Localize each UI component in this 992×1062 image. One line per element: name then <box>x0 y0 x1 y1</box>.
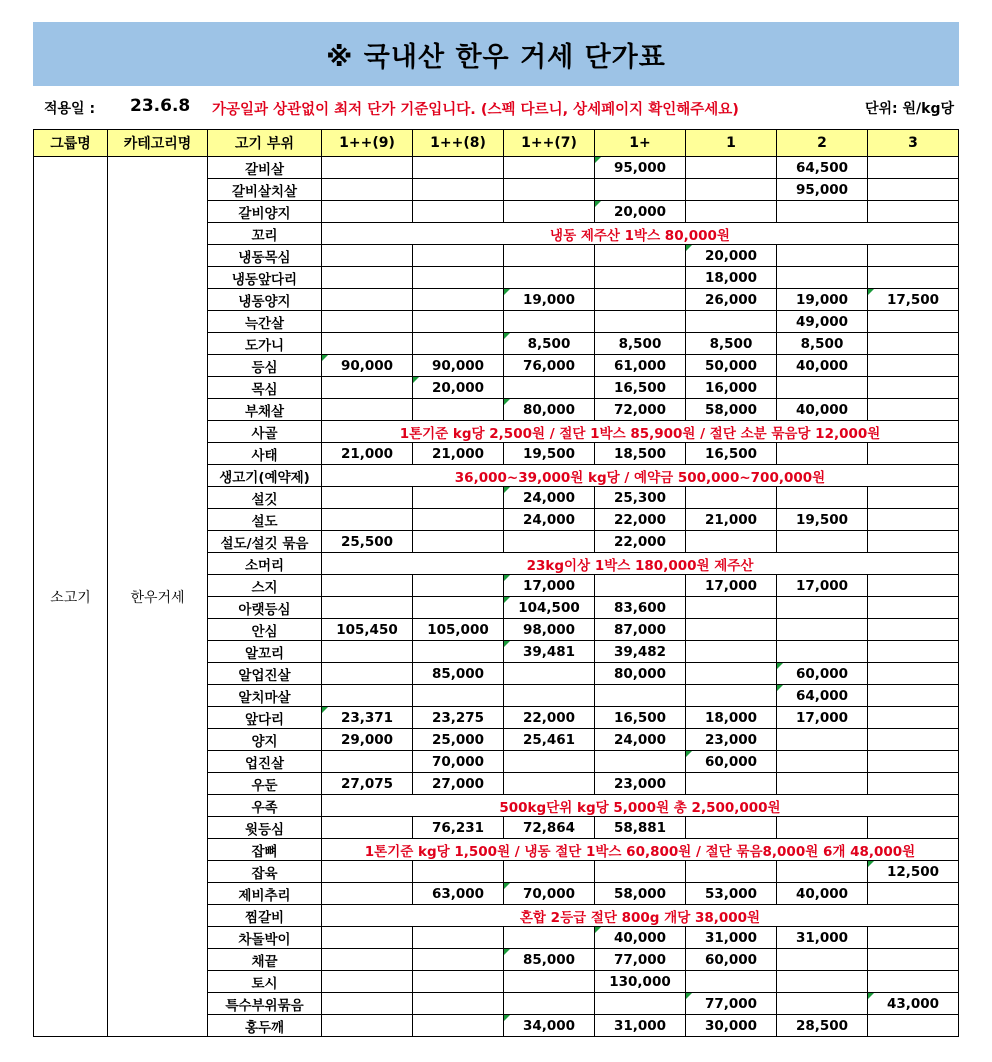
price-cell <box>322 949 413 971</box>
price-cell <box>686 861 777 883</box>
price-cell <box>868 509 959 531</box>
price-cell: 17,000 <box>777 575 868 597</box>
table-row <box>34 157 959 179</box>
price-cell <box>868 773 959 795</box>
price-cell: 63,000 <box>413 883 504 905</box>
price-cell <box>686 773 777 795</box>
price-cell <box>413 509 504 531</box>
price-cell <box>868 333 959 355</box>
price-cell <box>322 377 413 399</box>
price-cell: 72,000 <box>595 399 686 421</box>
part-cell: 윗등심 <box>208 817 322 839</box>
price-cell: 21,000 <box>322 443 413 465</box>
price-cell <box>868 377 959 399</box>
price-cell <box>686 201 777 223</box>
price-cell: 90,000 <box>413 355 504 377</box>
price-cell: 17,000 <box>686 575 777 597</box>
part-cell: 채끝 <box>208 949 322 971</box>
price-cell <box>686 179 777 201</box>
price-cell: 95,000 <box>777 179 868 201</box>
price-cell: 21,000 <box>413 443 504 465</box>
price-cell <box>777 201 868 223</box>
price-cell: 61,000 <box>595 355 686 377</box>
price-cell: 16,500 <box>595 707 686 729</box>
price-cell <box>595 179 686 201</box>
part-cell: 늑간살 <box>208 311 322 333</box>
price-cell <box>322 179 413 201</box>
price-cell: 25,000 <box>413 729 504 751</box>
part-cell: 차돌박이 <box>208 927 322 949</box>
price-cell <box>777 487 868 509</box>
price-cell: 31,000 <box>777 927 868 949</box>
part-cell: 안심 <box>208 619 322 641</box>
part-cell: 설깃 <box>208 487 322 509</box>
price-cell: 43,000 <box>868 993 959 1015</box>
price-cell <box>686 619 777 641</box>
part-cell: 알업진살 <box>208 663 322 685</box>
header-row <box>34 130 959 157</box>
part-cell: 양지 <box>208 729 322 751</box>
price-cell <box>504 751 595 773</box>
unit-label: 단위: 원/kg당 <box>864 101 954 117</box>
price-cell <box>777 245 868 267</box>
price-cell <box>413 993 504 1015</box>
price-cell <box>868 751 959 773</box>
price-cell: 50,000 <box>686 355 777 377</box>
price-cell: 90,000 <box>322 355 413 377</box>
price-cell: 83,600 <box>595 597 686 619</box>
part-cell: 잡육 <box>208 861 322 883</box>
price-cell: 20,000 <box>595 201 686 223</box>
part-cell: 스지 <box>208 575 322 597</box>
price-cell: 18,000 <box>686 707 777 729</box>
price-cell <box>413 157 504 179</box>
price-cell: 58,000 <box>595 883 686 905</box>
price-cell <box>868 179 959 201</box>
price-cell: 22,000 <box>504 707 595 729</box>
price-cell <box>868 267 959 289</box>
price-cell <box>868 355 959 377</box>
price-cell <box>504 773 595 795</box>
part-cell: 제비추리 <box>208 883 322 905</box>
price-cell <box>868 817 959 839</box>
price-cell <box>868 399 959 421</box>
part-cell: 설도/설깃 묶음 <box>208 531 322 553</box>
note-cell: 500kg단위 kg당 5,000원 총 2,500,000원 <box>322 795 959 817</box>
price-cell: 60,000 <box>686 949 777 971</box>
price-cell: 8,500 <box>777 333 868 355</box>
price-cell <box>322 157 413 179</box>
price-cell: 80,000 <box>595 663 686 685</box>
price-cell: 85,000 <box>413 663 504 685</box>
price-cell <box>686 597 777 619</box>
note-cell: 혼합 2등급 절단 800g 개당 38,000원 <box>322 905 959 927</box>
price-cell: 17,500 <box>868 289 959 311</box>
price-cell: 40,000 <box>777 399 868 421</box>
price-cell: 105,000 <box>413 619 504 641</box>
price-cell <box>868 487 959 509</box>
price-cell <box>777 267 868 289</box>
price-cell: 80,000 <box>504 399 595 421</box>
note-cell: 1톤기준 kg당 2,500원 / 절단 1박스 85,900원 / 절단 소분 묶음당 12,000원 <box>322 421 959 443</box>
price-cell <box>413 311 504 333</box>
price-cell <box>413 531 504 553</box>
price-cell: 53,000 <box>686 883 777 905</box>
part-cell: 소머리 <box>208 553 322 575</box>
price-cell <box>595 861 686 883</box>
price-cell <box>777 861 868 883</box>
header-grade-3: 3 <box>868 130 959 157</box>
price-cell <box>504 157 595 179</box>
price-cell <box>413 245 504 267</box>
price-cell <box>504 993 595 1015</box>
price-cell: 24,000 <box>595 729 686 751</box>
price-cell <box>322 597 413 619</box>
price-cell <box>777 597 868 619</box>
part-cell: 냉동양지 <box>208 289 322 311</box>
part-cell: 생고기(예약제) <box>208 465 322 487</box>
price-cell <box>322 1015 413 1037</box>
price-cell <box>868 443 959 465</box>
part-cell: 특수부위묶음 <box>208 993 322 1015</box>
header-grade-1pp9: 1++(9) <box>322 130 413 157</box>
price-cell <box>322 663 413 685</box>
price-cell: 104,500 <box>504 597 595 619</box>
apply-date-label: 적용일 : <box>44 101 96 117</box>
part-cell: 냉동목심 <box>208 245 322 267</box>
price-cell <box>413 949 504 971</box>
note-cell: 1톤기준 kg당 1,500원 / 냉동 절단 1박스 60,800원 / 절단 묶음8,000원 6개 48,000원 <box>322 839 959 861</box>
header-grade-1p: 1+ <box>595 130 686 157</box>
price-cell <box>868 949 959 971</box>
price-cell: 24,000 <box>504 487 595 509</box>
price-cell: 17,000 <box>777 707 868 729</box>
price-cell <box>504 311 595 333</box>
price-cell: 130,000 <box>595 971 686 993</box>
price-cell <box>868 531 959 553</box>
price-cell: 31,000 <box>686 927 777 949</box>
price-cell <box>686 685 777 707</box>
part-cell: 앞다리 <box>208 707 322 729</box>
price-cell <box>322 861 413 883</box>
price-cell <box>322 971 413 993</box>
price-cell: 18,000 <box>686 267 777 289</box>
price-cell <box>322 267 413 289</box>
header-grade-1: 1 <box>686 130 777 157</box>
price-cell: 19,000 <box>777 289 868 311</box>
price-cell <box>322 201 413 223</box>
price-cell: 16,000 <box>686 377 777 399</box>
price-cell: 95,000 <box>595 157 686 179</box>
price-cell: 23,000 <box>595 773 686 795</box>
price-cell <box>504 685 595 707</box>
price-cell <box>413 927 504 949</box>
price-cell <box>322 487 413 509</box>
header-grade-1pp8: 1++(8) <box>413 130 504 157</box>
price-cell: 24,000 <box>504 509 595 531</box>
price-cell <box>322 245 413 267</box>
part-cell: 우족 <box>208 795 322 817</box>
price-cell: 64,000 <box>777 685 868 707</box>
price-cell <box>413 399 504 421</box>
info-row <box>0 92 992 126</box>
price-cell: 76,000 <box>504 355 595 377</box>
price-cell <box>322 399 413 421</box>
apply-date-value: 23.6.8 <box>130 96 191 116</box>
price-cell: 40,000 <box>595 927 686 949</box>
price-cell: 23,000 <box>686 729 777 751</box>
price-cell <box>595 751 686 773</box>
price-cell: 8,500 <box>595 333 686 355</box>
price-cell <box>686 157 777 179</box>
price-cell: 8,500 <box>686 333 777 355</box>
price-cell <box>413 267 504 289</box>
group-cell: 소고기 <box>34 157 108 1037</box>
price-cell <box>504 663 595 685</box>
part-cell: 설도 <box>208 509 322 531</box>
price-cell: 60,000 <box>686 751 777 773</box>
price-cell <box>868 619 959 641</box>
price-cell <box>777 751 868 773</box>
price-cell <box>777 443 868 465</box>
price-cell <box>777 377 868 399</box>
price-cell <box>322 927 413 949</box>
price-cell: 25,461 <box>504 729 595 751</box>
price-cell: 16,500 <box>595 377 686 399</box>
price-cell <box>868 685 959 707</box>
price-cell <box>868 663 959 685</box>
price-cell: 17,000 <box>504 575 595 597</box>
price-cell <box>322 311 413 333</box>
price-cell <box>868 245 959 267</box>
price-cell: 19,500 <box>504 443 595 465</box>
price-cell: 58,881 <box>595 817 686 839</box>
price-cell <box>413 179 504 201</box>
price-cell <box>777 729 868 751</box>
price-cell: 72,864 <box>504 817 595 839</box>
price-cell <box>504 927 595 949</box>
price-cell <box>868 201 959 223</box>
price-cell <box>504 971 595 993</box>
price-cell <box>686 971 777 993</box>
price-cell <box>322 685 413 707</box>
part-cell: 찜갈비 <box>208 905 322 927</box>
part-cell: 도가니 <box>208 333 322 355</box>
part-cell: 잡뼈 <box>208 839 322 861</box>
price-cell: 60,000 <box>777 663 868 685</box>
price-cell: 22,000 <box>595 509 686 531</box>
price-cell <box>868 883 959 905</box>
price-cell: 34,000 <box>504 1015 595 1037</box>
price-cell <box>686 663 777 685</box>
price-cell <box>504 267 595 289</box>
price-cell: 39,482 <box>595 641 686 663</box>
part-cell: 등심 <box>208 355 322 377</box>
header-grade-1pp7: 1++(7) <box>504 130 595 157</box>
price-cell: 64,500 <box>777 157 868 179</box>
price-cell: 29,000 <box>322 729 413 751</box>
price-cell <box>322 751 413 773</box>
part-cell: 사골 <box>208 421 322 443</box>
price-cell <box>868 971 959 993</box>
price-cell: 40,000 <box>777 355 868 377</box>
price-cell: 85,000 <box>504 949 595 971</box>
note-cell: 냉동 제주산 1박스 80,000원 <box>322 223 959 245</box>
price-cell <box>777 993 868 1015</box>
price-cell <box>413 289 504 311</box>
price-cell: 19,500 <box>777 509 868 531</box>
price-cell: 28,500 <box>777 1015 868 1037</box>
price-cell <box>322 817 413 839</box>
category-cell: 한우거세 <box>108 157 208 1037</box>
price-cell <box>868 311 959 333</box>
price-cell <box>413 575 504 597</box>
part-cell: 사태 <box>208 443 322 465</box>
price-cell <box>504 245 595 267</box>
price-cell <box>595 245 686 267</box>
price-cell <box>686 817 777 839</box>
price-table <box>33 129 959 1037</box>
price-cell: 76,231 <box>413 817 504 839</box>
part-cell: 꼬리 <box>208 223 322 245</box>
price-cell <box>777 531 868 553</box>
price-cell: 70,000 <box>413 751 504 773</box>
part-cell: 갈비살치살 <box>208 179 322 201</box>
price-cell: 12,500 <box>868 861 959 883</box>
note-cell: 36,000~39,000원 kg당 / 예약금 500,000~700,000원 <box>322 465 959 487</box>
price-cell <box>413 201 504 223</box>
price-cell: 23,371 <box>322 707 413 729</box>
price-cell <box>686 311 777 333</box>
price-cell <box>595 685 686 707</box>
part-cell: 토시 <box>208 971 322 993</box>
price-cell <box>322 509 413 531</box>
price-cell <box>686 641 777 663</box>
price-cell <box>868 641 959 663</box>
price-cell: 19,000 <box>504 289 595 311</box>
price-cell <box>322 289 413 311</box>
header-category: 카테고리명 <box>108 130 208 157</box>
price-cell <box>413 971 504 993</box>
price-cell <box>595 311 686 333</box>
price-cell: 25,500 <box>322 531 413 553</box>
price-cell <box>595 289 686 311</box>
price-cell: 27,075 <box>322 773 413 795</box>
part-cell: 갈비살 <box>208 157 322 179</box>
price-cell: 98,000 <box>504 619 595 641</box>
price-cell <box>413 861 504 883</box>
price-cell: 40,000 <box>777 883 868 905</box>
price-cell <box>868 597 959 619</box>
price-cell <box>595 575 686 597</box>
part-cell: 업진살 <box>208 751 322 773</box>
price-cell: 20,000 <box>413 377 504 399</box>
price-cell <box>777 949 868 971</box>
price-cell <box>504 179 595 201</box>
header-part: 고기 부위 <box>208 130 322 157</box>
price-cell <box>777 773 868 795</box>
price-cell <box>868 157 959 179</box>
price-cell <box>504 201 595 223</box>
price-cell <box>868 927 959 949</box>
price-cell: 20,000 <box>686 245 777 267</box>
price-cell: 31,000 <box>595 1015 686 1037</box>
price-cell: 49,000 <box>777 311 868 333</box>
header-grade-2: 2 <box>777 130 868 157</box>
price-cell <box>777 641 868 663</box>
price-cell <box>413 487 504 509</box>
price-cell: 26,000 <box>686 289 777 311</box>
price-cell: 23,275 <box>413 707 504 729</box>
price-cell <box>322 641 413 663</box>
price-cell <box>777 971 868 993</box>
part-cell: 부채살 <box>208 399 322 421</box>
note-cell: 23kg이상 1박스 180,000원 제주산 <box>322 553 959 575</box>
price-cell: 18,500 <box>595 443 686 465</box>
price-cell <box>868 1015 959 1037</box>
price-cell: 39,481 <box>504 641 595 663</box>
price-cell: 8,500 <box>504 333 595 355</box>
price-cell: 77,000 <box>595 949 686 971</box>
price-cell <box>686 531 777 553</box>
price-cell <box>595 993 686 1015</box>
price-cell: 87,000 <box>595 619 686 641</box>
price-cell <box>504 531 595 553</box>
header-group: 그룹명 <box>34 130 108 157</box>
price-cell <box>504 861 595 883</box>
price-cell <box>322 883 413 905</box>
price-cell <box>868 729 959 751</box>
price-notice: 가공일과 상관없이 최저 단가 기준입니다. (스펙 다르니, 상세페이지 확인해주세요) <box>212 102 739 118</box>
price-cell <box>322 333 413 355</box>
price-cell <box>595 267 686 289</box>
price-cell <box>413 597 504 619</box>
price-cell <box>413 333 504 355</box>
part-cell: 아랫등심 <box>208 597 322 619</box>
part-cell: 갈비양지 <box>208 201 322 223</box>
price-cell: 70,000 <box>504 883 595 905</box>
part-cell: 우둔 <box>208 773 322 795</box>
price-cell: 30,000 <box>686 1015 777 1037</box>
part-cell: 홍두깨 <box>208 1015 322 1037</box>
price-cell <box>686 487 777 509</box>
price-cell <box>777 817 868 839</box>
part-cell: 목심 <box>208 377 322 399</box>
price-cell <box>413 641 504 663</box>
price-cell: 27,000 <box>413 773 504 795</box>
price-cell <box>777 619 868 641</box>
part-cell: 냉동앞다리 <box>208 267 322 289</box>
price-cell: 58,000 <box>686 399 777 421</box>
price-cell: 21,000 <box>686 509 777 531</box>
price-cell <box>322 993 413 1015</box>
price-cell <box>413 1015 504 1037</box>
price-cell <box>868 575 959 597</box>
page-title: ※ 국내산 한우 거세 단가표 <box>33 22 959 86</box>
price-cell <box>868 707 959 729</box>
price-cell: 16,500 <box>686 443 777 465</box>
price-cell <box>504 377 595 399</box>
price-cell: 105,450 <box>322 619 413 641</box>
price-cell: 77,000 <box>686 993 777 1015</box>
price-cell <box>322 575 413 597</box>
part-cell: 알치마살 <box>208 685 322 707</box>
price-cell: 25,300 <box>595 487 686 509</box>
price-cell: 22,000 <box>595 531 686 553</box>
part-cell: 알꼬리 <box>208 641 322 663</box>
price-cell <box>413 685 504 707</box>
